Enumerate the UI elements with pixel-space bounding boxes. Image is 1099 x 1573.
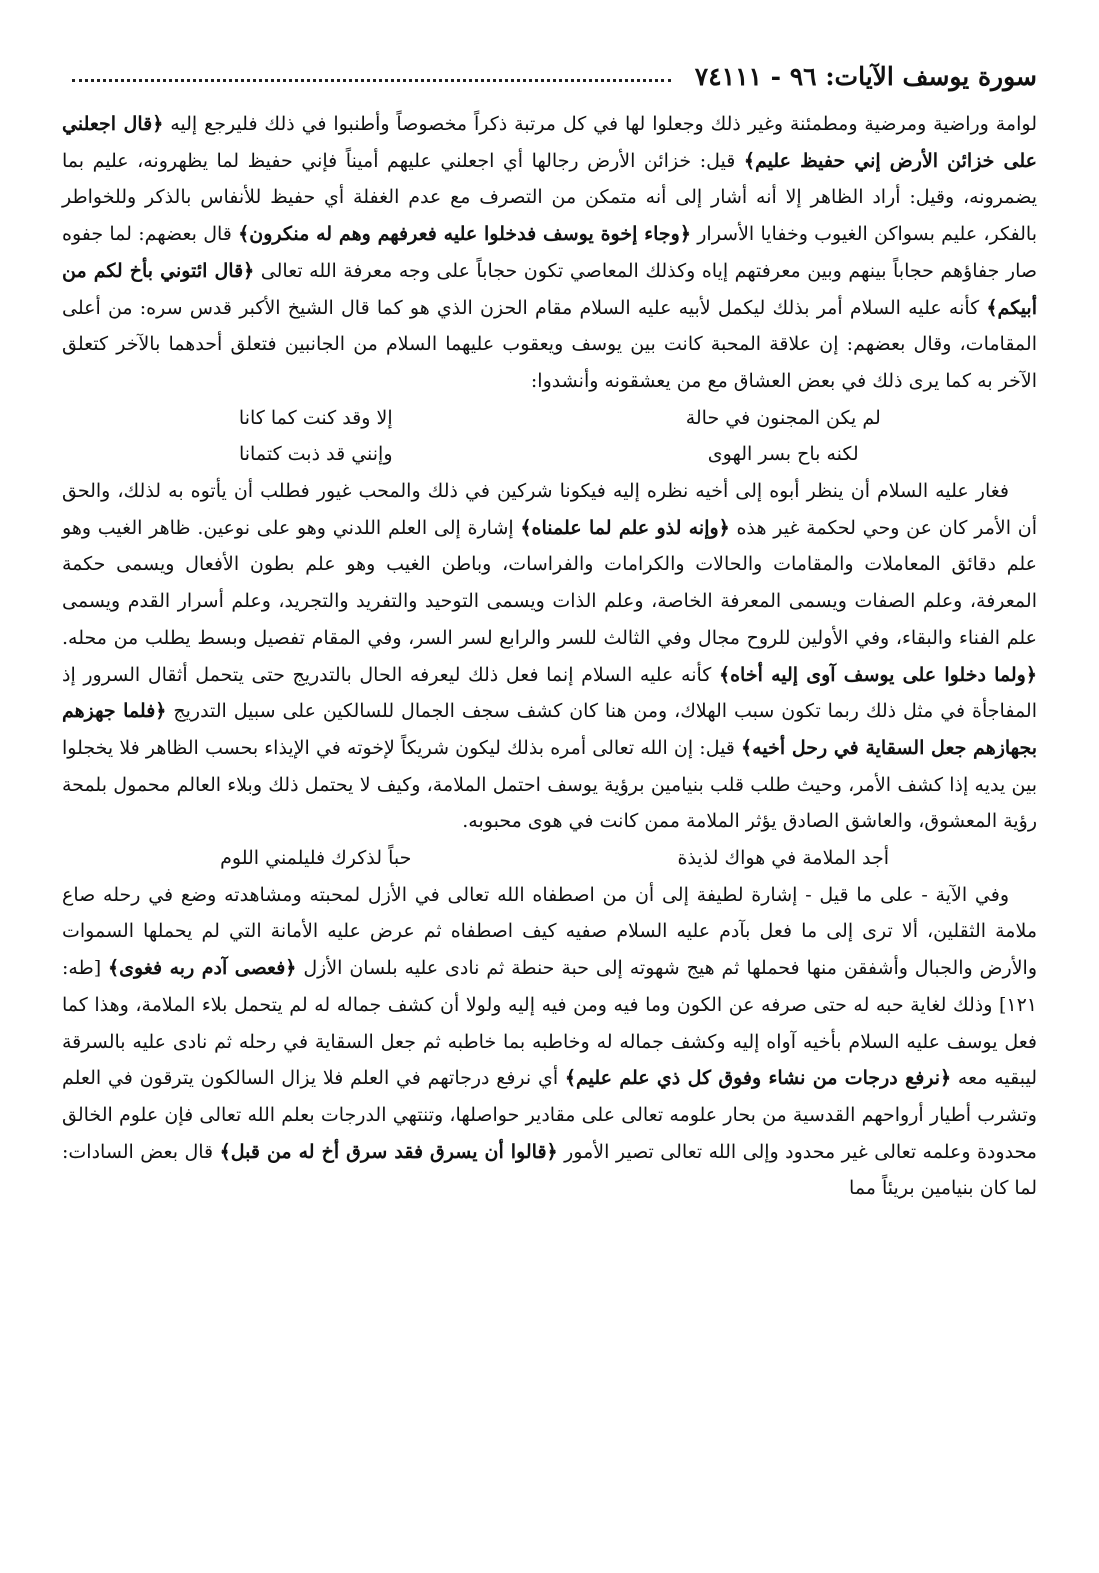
poem-verse: [62, 436, 1037, 473]
page-number: ٧٤: [694, 61, 722, 91]
hemistich-right: لكنه باح بسر الهوى: [707, 443, 859, 466]
hemistich-left: وإنني قد ذبت كتمانا: [238, 443, 393, 466]
paragraph: [62, 106, 1037, 400]
paragraph: [62, 473, 1037, 840]
text-run: قيل: خزائن الأرض رجالها أي اجعلني عليهم أميناً فإني حفيظ لما يظهرونه، عليم بما يضمرونه، وقيل: أراد الظاهر إلا أنه أشار إلى أنه متمكن من التصرف مع عدم الغفلة أي حفيظ للأنفاس بالذكر وللخواطر بالفكر، عليم بسواكن الغيوب وخفايا الأسرار: [62, 149, 1038, 246]
text-run: قال بعضهم: لما جفوه صار جفاؤهم حجاباً بينهم وبين معرفتهم إياه وكذلك المعاصي تكون حجاباً على وجه معرفة الله تعالى: [62, 223, 1038, 282]
body-text: [62, 106, 1037, 1207]
hemistich-right: لم يكن المجنون في حالة: [685, 406, 881, 429]
text-run: كأنه عليه السلام أمر بذلك ليكمل لأبيه عليه السلام مقام الحزن الذي هو كما قال الشيخ الأكبر قدس سره: من أعلى المقامات، وقال بعضهم: إن علاقة المحبة كانت بين يوسف ويعقوب عليهما السلام من الجانبين فتعلق أحدهما بالآخر كتعلق الآخر به كما يرى ذلك في بعض العشاق مع من يعشقونه وأنشدوا:: [62, 296, 1037, 392]
quran-quote: ﴿ولما دخلوا على يوسف آوى إليه أخاه﴾: [718, 663, 1037, 686]
quran-quote: ﴿قال اجعلني على خزائن الأرض إني حفيظ عليم﴾: [62, 113, 1037, 172]
quran-quote: ﴿فعصى آدم ربه فغوى﴾: [108, 957, 297, 980]
text-run: [طه: ١٢١] وذلك لغاية حبه له حتى صرفه عن الكون وما فيه ومن فيه إليه ولولا أن كشف جماله له لم يتحمل بلاء الملامة، وهذا كما فعل يوسف عليه السلام بأخيه آواه إليه وكشف جماله له وخاطبه بما خاطبه ثم جعل السقاية في رحله ثم نادى عليه بالسرقة ليبقيه معه: [62, 957, 1037, 1090]
running-header: [62, 52, 1037, 100]
surah-title: سورة يوسف الآيات: ٩٦ - ١١١: [721, 61, 1037, 91]
quran-quote: ﴿نرفع درجات من نشاء وفوق كل ذي علم عليم﴾: [564, 1067, 952, 1090]
text-run: كأنه عليه السلام إنما فعل ذلك ليعرفه الحال بالتدريج حتى يتحمل أثقال السرور إذ المفاجأة في مثل ذلك ربما تكون سبب الهلاك، ومن هنا كان كشف سجف الجمال للسالكين على سبيل التدريج: [62, 663, 1037, 723]
hemistich-left: حباً لذكرك فليلمني اللوم: [220, 847, 412, 870]
text-run: أي نرفع درجاتهم في العلم فلا يزال السالكون يترقون في العلم وتشرب أطيار أرواحهم القدسية من بحار علومه تعالى على مقادير حواصلها، وتنتهي الدرجات بعلم الله تعالى فإن علوم الخالق محدودة وعلمه تعالى غير محدود وإلى الله تعالى تصير الأمور: [62, 1067, 1037, 1163]
hemistich-left: إلا وقد كنت كما كانا: [238, 406, 393, 429]
quran-quote: ﴿قالوا أن يسرق فقد سرق أخ له من قبل﴾: [219, 1140, 558, 1163]
poem-verse: [62, 840, 1037, 877]
leader-dots: [72, 78, 671, 82]
text-run: قال بعض السادات: لما كان بنيامين بريئاً مما: [62, 1140, 1037, 1200]
text-run: فغار عليه السلام أن ينظر أبوه إلى أخيه نظره إليه فيكونا شركين في ذلك والمحب غيور فطلب أن يأتوه به لذلك، والحق أن الأمر كان عن وحي لحكمة غير هذه: [62, 480, 1037, 539]
quran-quote: ﴿وجاء إخوة يوسف فدخلوا عليه فعرفهم وهم له منكرون﴾: [238, 223, 691, 246]
poem-verse: [62, 400, 1037, 437]
text-run: وفي الآية - على ما قيل - إشارة لطيفة إلى أن من اصطفاه الله تعالى في الأزل لمحبته ومشاهدته وضع في رحله صاع ملامة الثقلين، ألا ترى إلى ما فعل بآدم عليه السلام صفيه كيف اصطفاه ثم عرض عليه الأمانة التي لم يحملها السموات والأرض والجبال وأشفقن منها فحملها ثم هيج شهوته إلى حبة حنطة ثم نادى عليه بلسان الأزل: [62, 883, 1037, 980]
verse-block: [62, 400, 1037, 473]
paragraph: [62, 877, 1037, 1207]
hemistich-right: أجد الملامة في هواك لذيذة: [677, 847, 890, 870]
text-run: قيل: إن الله تعالى أمره بذلك ليكون شريكاً لإخوته في الإيذاء بحسب الظاهر فلا يخجلوا بين يديه إذا كشف الأمر، وحيث طلب قلب بنيامين برؤية يوسف احتمل الملامة، وكيف لا يحتمل ذلك وبلاء العالم محمول بلمحة رؤية المعشوق، والعاشق الصادق يؤثر الملامة ممن كانت في هوى محبوبه.: [62, 736, 1037, 833]
text-run: إشارة إلى العلم اللدني وهو على نوعين. ظاهر الغيب وهو علم دقائق المعاملات والمقامات والحالات والكرامات والفراسات، وباطن الغيب وهو علم بطون الأفعال ويسمى حكمة المعرفة، وعلم الصفات ويسمى المعرفة الخاصة، وعلم الذات ويسمى التوحيد والتفريد والتجريد، وعلم أسرار القدم ويسمى علم الفناء والبقاء، وفي الأولين للروح مجال وفي الثالث للسر والرابع لسر السر، وفي المقام تفصيل وبسط يطلب من محله.: [62, 516, 1037, 649]
verse-block: [62, 840, 1037, 877]
quran-quote: ﴿فلما جهزهم بجهازهم جعل السقاية في رحل أخيه﴾: [62, 700, 1037, 759]
quran-quote: ﴿وإنه لذو علم لما علمناه﴾: [520, 516, 730, 539]
quran-quote: ﴿قال ائتوني بأخ لكم من أبيكم﴾: [62, 259, 1037, 319]
text-run: لوامة وراضية ومرضية ومطمئنة وغير ذلك وجعلوا لها في كل مرتبة ذكراً مخصوصاً وأطنبوا في ذلك فليرجع إليه: [163, 113, 1037, 135]
